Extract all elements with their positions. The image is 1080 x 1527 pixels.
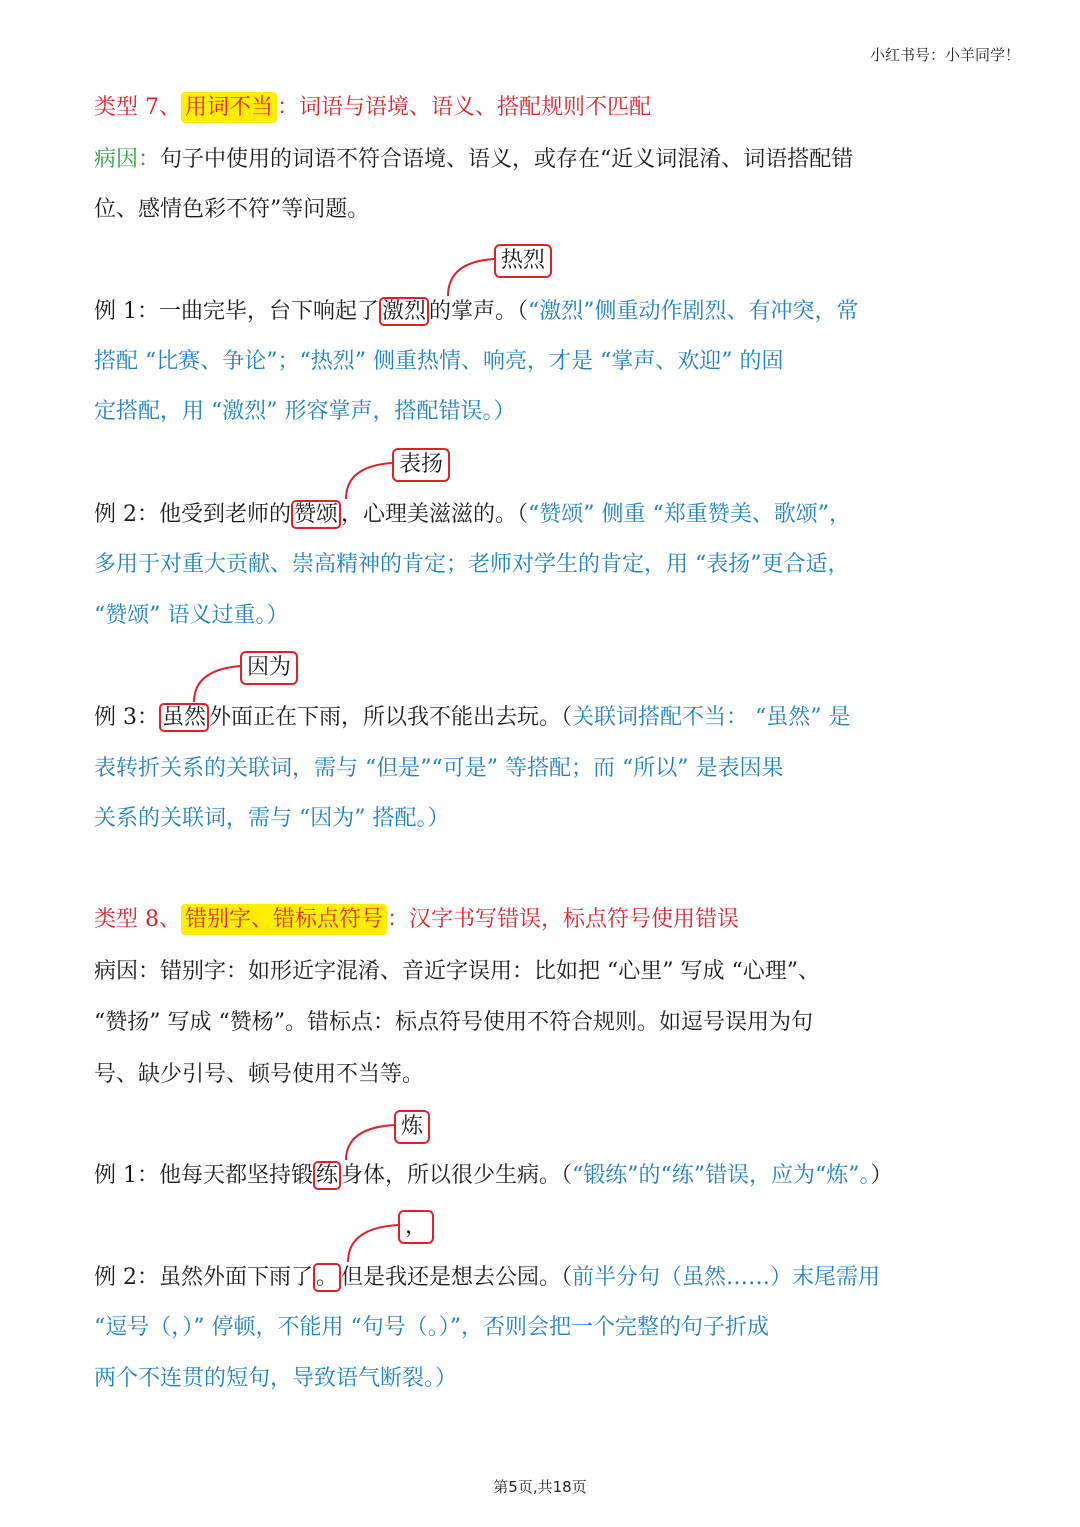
example-text: 例 1：他每天都坚持锻 xyxy=(94,1163,313,1188)
type7-prefix: 类型 7、 xyxy=(94,95,181,120)
cause-text: 句子中使用的词语不符合语境、语义，或存在“近义词混淆、词语搭配错 xyxy=(160,147,854,172)
example-text: ，心理美滋滋的。（ xyxy=(341,502,529,527)
explanation-text: 关联词搭配不当： “虽然” 是 xyxy=(572,705,851,730)
explanation-text: 前半分句（虽然……）末尾需用 xyxy=(572,1265,881,1290)
wrong-word-box: 练 xyxy=(313,1161,341,1190)
example-text: 例 1：一曲完毕，台下响起了 xyxy=(94,299,379,324)
example-text: 的掌声。（ xyxy=(429,299,529,324)
t8-ex2-line2: “逗号（，）” 停顿，不能用 “句号（。）”，否则会把一个完整的句子折成 xyxy=(94,1315,769,1340)
correction-box: ， xyxy=(398,1210,434,1244)
leader-line xyxy=(346,1125,394,1160)
leader-line xyxy=(448,259,494,296)
type7-desc: 词语与语境、语义、搭配规则不匹配 xyxy=(299,95,652,120)
explanation-text: “激烈”侧重动作剧烈、有冲突，常 xyxy=(528,299,859,324)
type8-cause-line3: 号、缺少引号、顿号使用不当等。 xyxy=(94,1062,425,1087)
explanation-text: “锻练”的“练”错误，应为“炼”。 xyxy=(572,1163,871,1188)
t7-ex3-line2: 表转折关系的关联词，需与 “但是”“可是” 等搭配；而 “所以” 是表因果 xyxy=(94,756,784,781)
cause-label: 病因： xyxy=(94,147,161,172)
watermark: 小红书号：小羊同学！ xyxy=(869,46,1020,64)
t7-ex2-line3: “赞颂” 语义过重。） xyxy=(94,603,289,628)
wrong-word-box: 虽然 xyxy=(159,703,209,732)
wrong-word-box: 赞颂 xyxy=(291,500,341,529)
t7-ex1-line3: 定搭配，用 “激烈” 形容掌声，搭配错误。） xyxy=(94,399,516,424)
example-text: 例 3： xyxy=(94,705,159,730)
leader-line xyxy=(348,1225,398,1262)
correction-box: 表扬 xyxy=(392,448,450,482)
type7-colon: ： xyxy=(277,95,300,120)
t7-ex1-line2: 搭配 “比赛、争论”；“热烈” 侧重热情、响亮，才是 “掌声、欢迎” 的固 xyxy=(94,349,784,374)
leader-line xyxy=(346,463,392,499)
example-text: 例 2：虽然外面下雨了 xyxy=(94,1265,313,1290)
correction-box: 炼 xyxy=(394,1110,430,1144)
t7-ex3-line3: 关系的关联词，需与 “因为” 搭配。） xyxy=(94,806,450,831)
explanation-text: “赞颂” 侧重 “郑重赞美、歌颂”， xyxy=(528,502,852,527)
leader-line xyxy=(194,666,240,702)
wrong-word-box: 。 xyxy=(313,1263,341,1292)
t8-ex2-line3: 两个不连贯的短句，导致语气断裂。） xyxy=(94,1366,458,1391)
type8-desc: 汉字书写错误，标点符号使用错误 xyxy=(409,907,740,932)
t7-ex2-line2: 多用于对重大贡献、崇高精神的肯定；老师对学生的肯定，用 “表扬”更合适， xyxy=(94,552,850,577)
type8-cause-line2: “赞扬” 写成 “赞杨”。错标点：标点符号使用不符合规则。如逗号误用为句 xyxy=(94,1010,813,1035)
type8-tag: 错别字、错标点符号 xyxy=(181,904,387,935)
type7-cause-line2: 位、感情色彩不符”等问题。 xyxy=(94,197,370,222)
page-number: 第5页,共18页 xyxy=(493,1478,587,1496)
example-text: 但是我还是想去公园。（ xyxy=(341,1265,573,1290)
example-text: 身体，所以很少生病。（ xyxy=(341,1163,573,1188)
correction-box: 因为 xyxy=(240,651,298,685)
wrong-word-box: 激烈 xyxy=(379,297,429,326)
type8-cause-line1: 病因：错别字：如形近字混淆、音近字误用：比如把 “心里” 写成 “心理”、 xyxy=(94,959,820,984)
paren-close: ） xyxy=(870,1163,893,1188)
type8-prefix: 类型 8、 xyxy=(94,907,181,932)
type7-tag: 用词不当 xyxy=(181,92,277,123)
example-text: 例 2：他受到老师的 xyxy=(94,502,291,527)
example-text: 外面正在下雨，所以我不能出去玩。（ xyxy=(209,705,573,730)
type8-colon: ： xyxy=(387,907,410,932)
correction-box: 热烈 xyxy=(494,244,552,278)
